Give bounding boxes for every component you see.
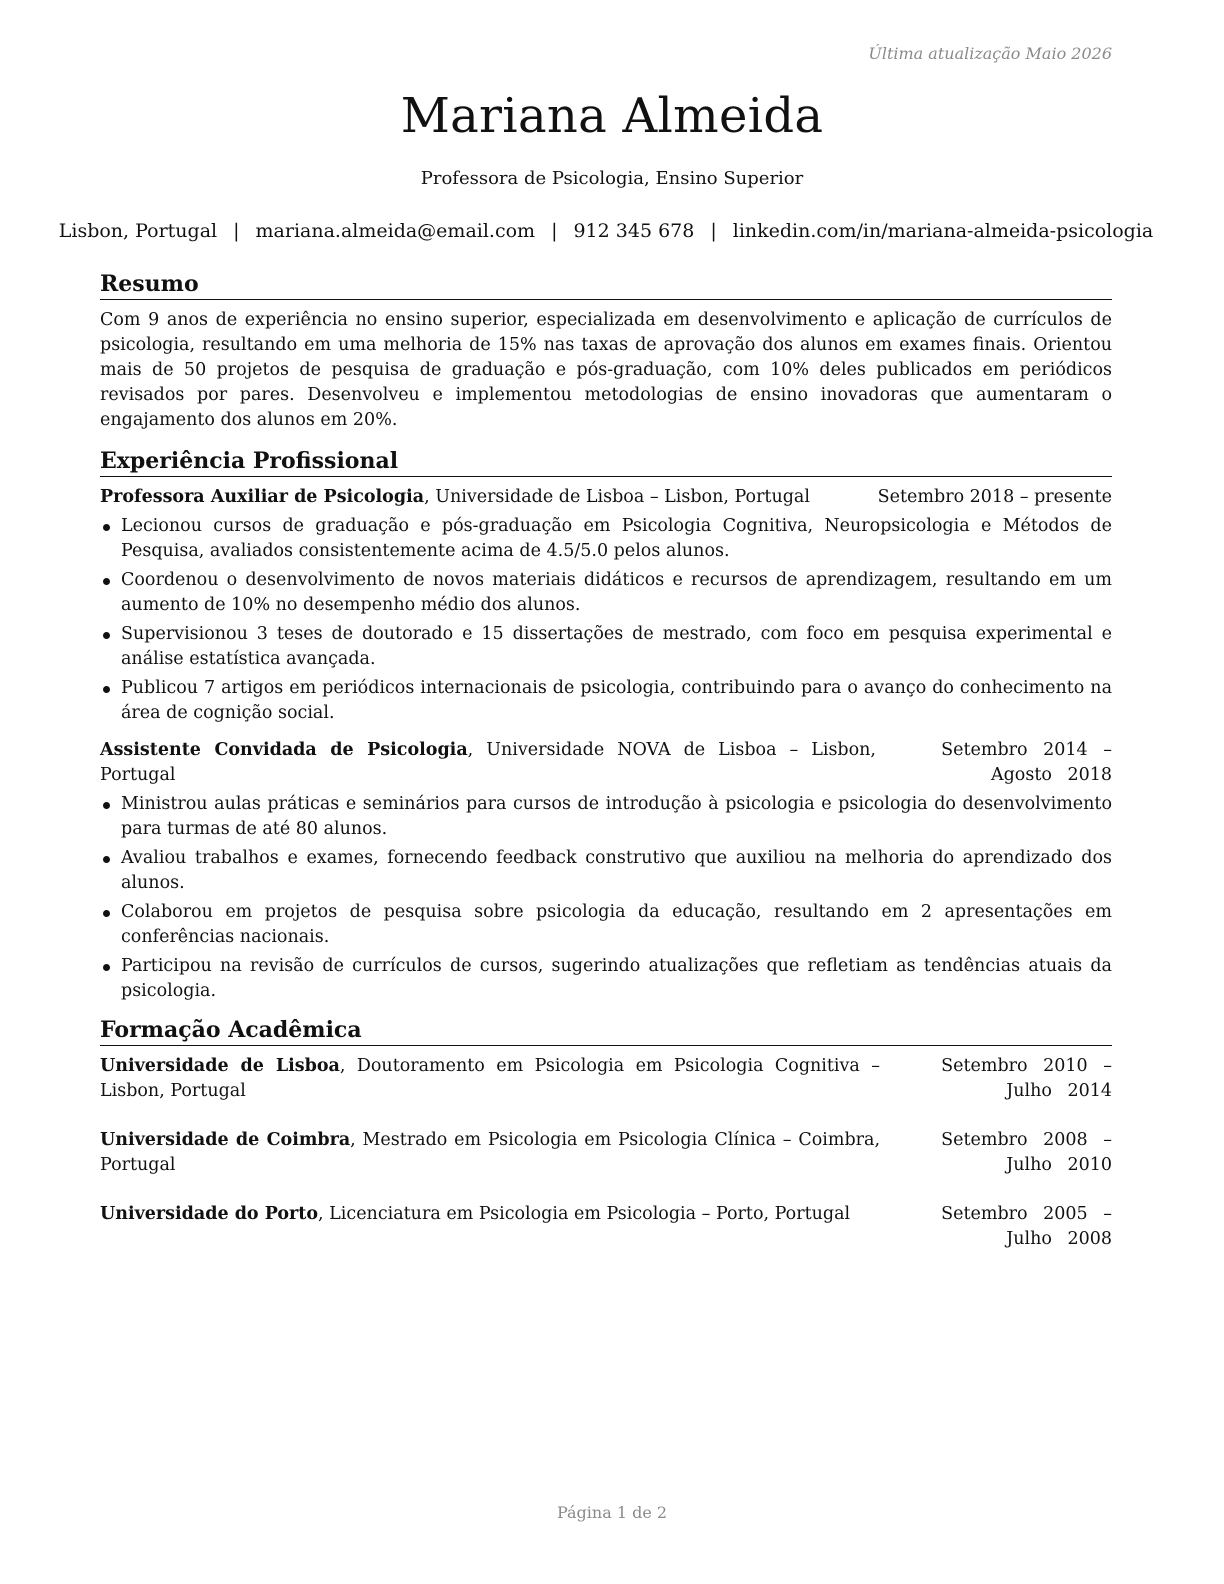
bullet-text: Lecionou cursos de graduação e pós-graduação em Psicologia Cognitiva, Neuropsicologia e Métodos de Pesquisa, avaliados consistentemente acima de 4.5/5.0 pelos alunos. bbox=[121, 516, 1112, 561]
education-line bbox=[100, 1202, 880, 1227]
list-item bbox=[100, 900, 1112, 950]
bullet-text: Publicou 7 artigos em periódicos internacionais de psicologia, contribuindo para o avanço do conhecimento na área de cognição social. bbox=[121, 678, 1112, 723]
education-degree: , Licenciatura em Psicologia em Psicologia – Porto, Portugal bbox=[318, 1204, 851, 1224]
education-degree: , Mestrado em Psicologia em Psicologia Clínica – Coimbra, Portugal bbox=[100, 1130, 881, 1175]
bullet-icon bbox=[103, 802, 110, 809]
list-item bbox=[100, 792, 1112, 842]
bullet-icon bbox=[103, 964, 110, 971]
job-organization: , Universidade NOVA de Lisboa – Lisbon, Portugal bbox=[100, 740, 876, 785]
candidate-headline: Professora de Psicologia, Ensino Superior bbox=[420, 168, 804, 189]
education-section bbox=[100, 1016, 1112, 1252]
job-role: Assistente Convidada de Psicologia bbox=[100, 740, 468, 760]
bullet-icon bbox=[103, 910, 110, 917]
page-number: Página 1 de 2 bbox=[556, 1503, 668, 1522]
list-item bbox=[100, 954, 1112, 1004]
last-updated-note: Última atualização Maio 2026 bbox=[868, 44, 1112, 63]
list-item bbox=[100, 568, 1112, 618]
summary-text: Com 9 anos de experiência no ensino superior, especializada em desenvolvimento e aplicação de currículos de psicologia, resultando em uma melhoria de 15% nas taxas de aprovação dos alunos em exames finais. Orientou mais de 50 projetos de pesquisa de graduação e pós-graduação, com 10% deles publicados em periódicos revisados por pares. Desenvolveu e implementou metodologias de ensino inovadoras que aumentaram o engajamento dos alunos em 20%. bbox=[100, 310, 1112, 430]
candidate-name: Mariana Almeida bbox=[400, 88, 824, 144]
experience-section bbox=[100, 447, 1112, 1004]
bullet-text: Avaliou trabalhos e exames, fornecendo feedback construtivo que auxiliou na melhoria do aprendizado dos alunos. bbox=[121, 848, 1112, 893]
job-organization: , Universidade de Lisboa – Lisbon, Portugal bbox=[424, 487, 810, 507]
job-entry bbox=[100, 738, 1112, 1004]
education-dates: Setembro 2005 – Julho 2008 bbox=[941, 1204, 1112, 1249]
job-role: Professora Auxiliar de Psicologia bbox=[100, 487, 425, 507]
summary-section bbox=[100, 270, 1112, 433]
section-title-experience: Experiência Profissional bbox=[100, 447, 1112, 477]
bullet-text: Participou na revisão de currículos de cursos, sugerindo atualizações que refletiam as tendências atuais da psicologia. bbox=[121, 956, 1112, 1001]
job-dates: Setembro 2018 – presente bbox=[877, 487, 1112, 507]
job-bullets bbox=[100, 514, 1112, 726]
list-item bbox=[100, 514, 1112, 564]
job-dates: Setembro 2014 – Agosto 2018 bbox=[941, 740, 1112, 785]
contact-linkedin[interactable]: linkedin.com/in/mariana-almeida-psicologia bbox=[732, 220, 1154, 242]
education-dates: Setembro 2010 – Julho 2014 bbox=[941, 1056, 1112, 1101]
contact-phone[interactable]: 912 345 678 bbox=[573, 220, 695, 242]
contact-separator: | bbox=[551, 220, 558, 242]
list-item bbox=[100, 622, 1112, 672]
bullet-icon bbox=[103, 524, 110, 531]
section-title-education: Formação Acadêmica bbox=[100, 1016, 1112, 1046]
contact-line bbox=[58, 220, 1154, 242]
bullet-icon bbox=[103, 632, 110, 639]
job-title-line bbox=[100, 738, 880, 788]
education-entry bbox=[100, 1054, 1112, 1104]
education-header bbox=[100, 1128, 1112, 1178]
bullet-text: Ministrou aulas práticas e seminários para cursos de introdução à psicologia e psicologia do desenvolvimento para turmas de até 80 alunos. bbox=[121, 794, 1112, 839]
job-title-line bbox=[100, 485, 878, 510]
education-header bbox=[100, 1054, 1112, 1104]
education-line bbox=[100, 1128, 880, 1178]
bullet-text: Supervisionou 3 teses de doutorado e 15 dissertações de mestrado, com foco em pesquisa experimental e análise estatística avançada. bbox=[121, 624, 1112, 669]
education-dates: Setembro 2008 – Julho 2010 bbox=[941, 1130, 1112, 1175]
education-entry bbox=[100, 1128, 1112, 1178]
bullet-text: Coordenou o desenvolvimento de novos materiais didáticos e recursos de aprendizagem, resultando em um aumento de 10% no desempenho médio dos alunos. bbox=[121, 570, 1112, 615]
education-line bbox=[100, 1054, 880, 1104]
contact-separator: | bbox=[233, 220, 240, 242]
job-header bbox=[100, 485, 1112, 510]
resume-body bbox=[100, 270, 1112, 1276]
education-header bbox=[100, 1202, 1112, 1252]
job-bullets bbox=[100, 792, 1112, 1004]
list-item bbox=[100, 676, 1112, 726]
education-degree: , Doutoramento em Psicologia em Psicologia Cognitiva – Lisbon, Portugal bbox=[100, 1056, 880, 1101]
bullet-text: Colaborou em projetos de pesquisa sobre psicologia da educação, resultando em 2 apresentações em conferências nacionais. bbox=[121, 902, 1112, 947]
contact-separator: | bbox=[710, 220, 717, 242]
education-entry bbox=[100, 1202, 1112, 1252]
contact-email[interactable]: mariana.almeida@email.com bbox=[255, 220, 536, 242]
education-school: Universidade de Lisboa bbox=[100, 1056, 340, 1076]
job-entry bbox=[100, 485, 1112, 726]
bullet-icon bbox=[103, 578, 110, 585]
bullet-icon bbox=[103, 856, 110, 863]
list-item bbox=[100, 846, 1112, 896]
education-school: Universidade do Porto bbox=[100, 1204, 319, 1224]
section-title-summary: Resumo bbox=[100, 270, 1112, 300]
education-school: Universidade de Coimbra bbox=[100, 1130, 351, 1150]
job-header bbox=[100, 738, 1112, 788]
bullet-icon bbox=[103, 686, 110, 693]
contact-location: Lisbon, Portugal bbox=[58, 220, 218, 242]
